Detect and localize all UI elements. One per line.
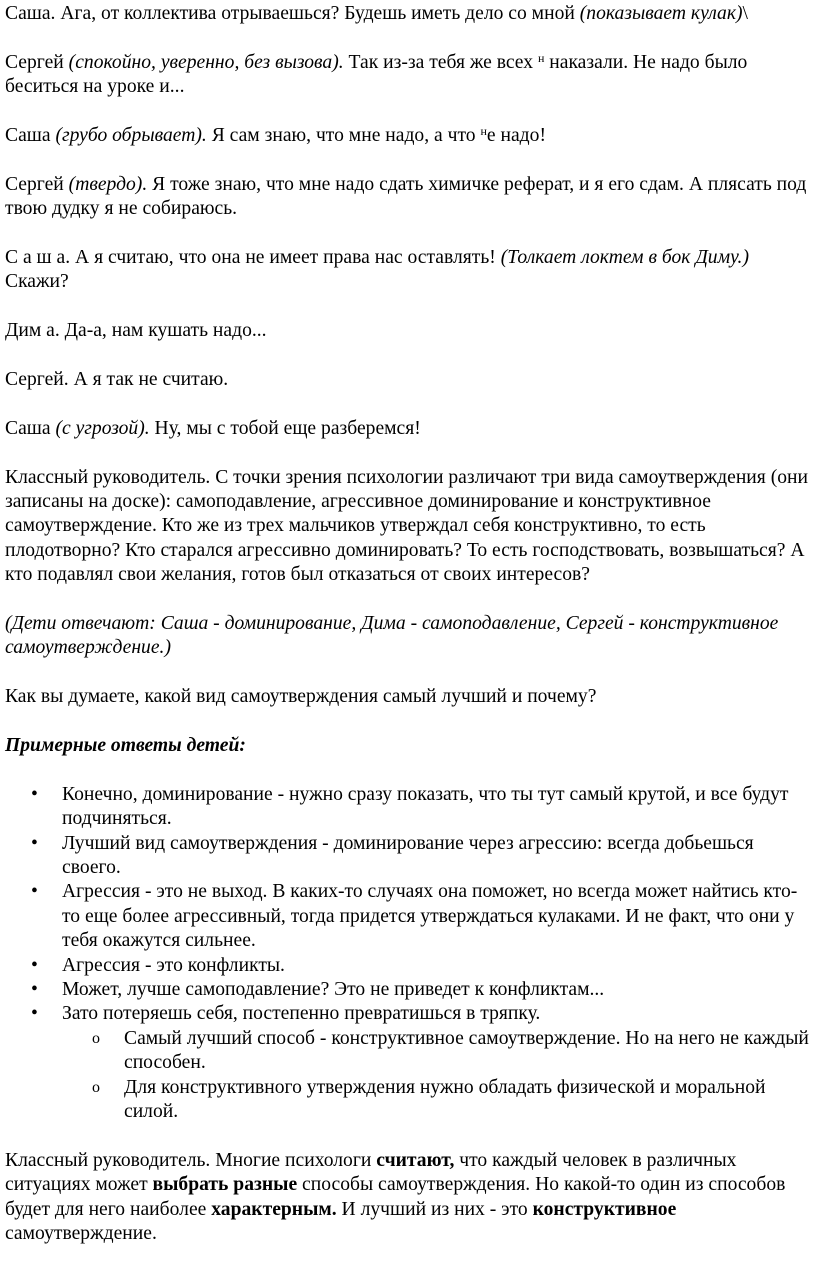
sub-list-item: o Самый лучший способ - конструктивное самоутверждение. Но на него не каждый способен. xyxy=(124,1027,810,1076)
speaker-name: Саша. xyxy=(5,3,56,24)
list-item: • Агрессия - это конфликты. xyxy=(62,954,810,978)
bold-run: считают, xyxy=(376,1149,455,1171)
answers-list xyxy=(5,783,810,1125)
stage-direction: (грубо обрывает). xyxy=(55,125,207,146)
stage-direction: (спокойно, уверенно, без вызова). xyxy=(68,51,344,73)
bold-run: конструктивное xyxy=(532,1198,677,1220)
stage-direction: (с угрозой). xyxy=(55,417,150,439)
dialogue-line-sergey-2 xyxy=(5,173,810,222)
list-item: • Конечно, доминирование - нужно сразу показать, что ты тут самый крутой, и все будут подчиняться. xyxy=(62,783,810,832)
text-run: способы самоутверждения. Но какой-то один из способов будет для него наиболее xyxy=(5,1174,786,1220)
speaker-name: Сергей xyxy=(5,173,69,195)
bold-run: характерным. xyxy=(211,1198,337,1220)
line-text: Я сам знаю, что мне надо, а что xyxy=(206,125,481,146)
stage-direction: (твердо). xyxy=(68,173,148,195)
line-tail: Скажи? xyxy=(5,271,69,293)
speaker-name: Дим а. xyxy=(5,320,60,342)
stage-direction: (Толкает локтем в бок Диму.) xyxy=(500,247,749,268)
list-item: • Лучший вид самоутверждения - доминирование через агрессию: всегда добьешься своего. xyxy=(62,832,810,881)
line-tail: \ xyxy=(742,3,748,24)
speaker-name: Сергей. xyxy=(5,369,69,390)
dialogue-line-sasha-4 xyxy=(5,417,810,441)
line-text: А я так не считаю. xyxy=(68,369,229,390)
line-text-cont: е надо! xyxy=(486,125,546,146)
speaker-name: Саша xyxy=(5,417,56,439)
speaker-name: Сергей xyxy=(5,51,69,73)
children-answer-note: (Дети отвечают: Саша - доминирование, Дима - самоподавление, Сергей - конструктивное самоутверждение.) xyxy=(5,613,779,659)
list-item: • Может, лучше самоподавление? Это не приведет к конфликтам... xyxy=(62,978,810,1002)
dialogue-line-dima-1 xyxy=(5,319,810,343)
line-text: А я считаю, что она не имеет права нас оставлять! xyxy=(70,247,501,268)
text-run: И лучший из них - это xyxy=(336,1198,533,1220)
stage-direction: (показывает кулак) xyxy=(579,3,743,24)
line-text: Ага, от коллектива отрываешься? Будешь иметь дело со мной xyxy=(55,3,580,24)
speaker-name: Саша xyxy=(5,125,56,146)
list-item-text: Зато потеряешь себя, постепенно превратишься в тряпку. xyxy=(62,1003,541,1025)
teacher-paragraph-2 xyxy=(5,1149,810,1247)
line-text: Так из-за тебя же всех xyxy=(343,51,538,73)
line-text-cont: наказали. Не надо было беситься на уроке и... xyxy=(5,51,748,98)
text-run: Классный руководитель. Многие психологи xyxy=(5,1149,377,1171)
superscript-mark: н xyxy=(537,50,545,65)
teacher-question: Как вы думаете, какой вид самоутверждения самый лучший и почему? xyxy=(5,686,597,708)
line-text: Я тоже знаю, что мне надо сдать химичке реферат, и я его сдам. А плясать под твою дудку я не собираюсь. xyxy=(5,173,807,220)
text-run: самоутверждение. xyxy=(5,1223,157,1245)
answers-heading: Примерные ответы детей: xyxy=(5,735,246,757)
bold-run: выбрать разные xyxy=(152,1174,298,1196)
sub-list-item: o Для конструктивного утверждения нужно обладать физической и моральной силой. xyxy=(124,1076,810,1125)
line-text: Да-а, нам кушать надо... xyxy=(59,320,267,342)
superscript-mark: н xyxy=(480,124,487,138)
list-item-with-sublist xyxy=(62,1002,810,1124)
dialogue-line-sasha-3 xyxy=(5,246,810,295)
dialogue-line-sergey-1 xyxy=(5,51,810,100)
dialogue-line-sasha-2 xyxy=(5,124,810,148)
line-text: Ну, мы с тобой еще разберемся! xyxy=(149,417,421,439)
text-run: что каждый человек в различных ситуациях может xyxy=(5,1149,737,1196)
dialogue-line-sergey-3 xyxy=(5,368,810,392)
answers-sublist xyxy=(62,1027,810,1125)
dialogue-line-sasha-1 xyxy=(5,2,810,26)
list-item: • Агрессия - это не выход. В каких-то случаях она поможет, но всегда может найтись кто-то еще более агрессивный, тогда придется утверждаться кулаками. И не факт, что они у тебя окажутся сильнее. xyxy=(62,880,810,953)
speaker-name: С а ш а. xyxy=(5,247,71,268)
teacher-paragraph-1: Классный руководитель. С точки зрения психологии различают три вида самоутверждения (они записаны на доске): самоподавление, агрессивное доминирование и конструктивное самоутверждение. Кто же из трех мальчиков утверждал себя конструктивно, то есть плодотворно? Кто старался агрессивно доминировать? То есть господствовать, возвышаться? А кто подавлял свои желания, готов был отказаться от своих интересов? xyxy=(5,466,808,586)
